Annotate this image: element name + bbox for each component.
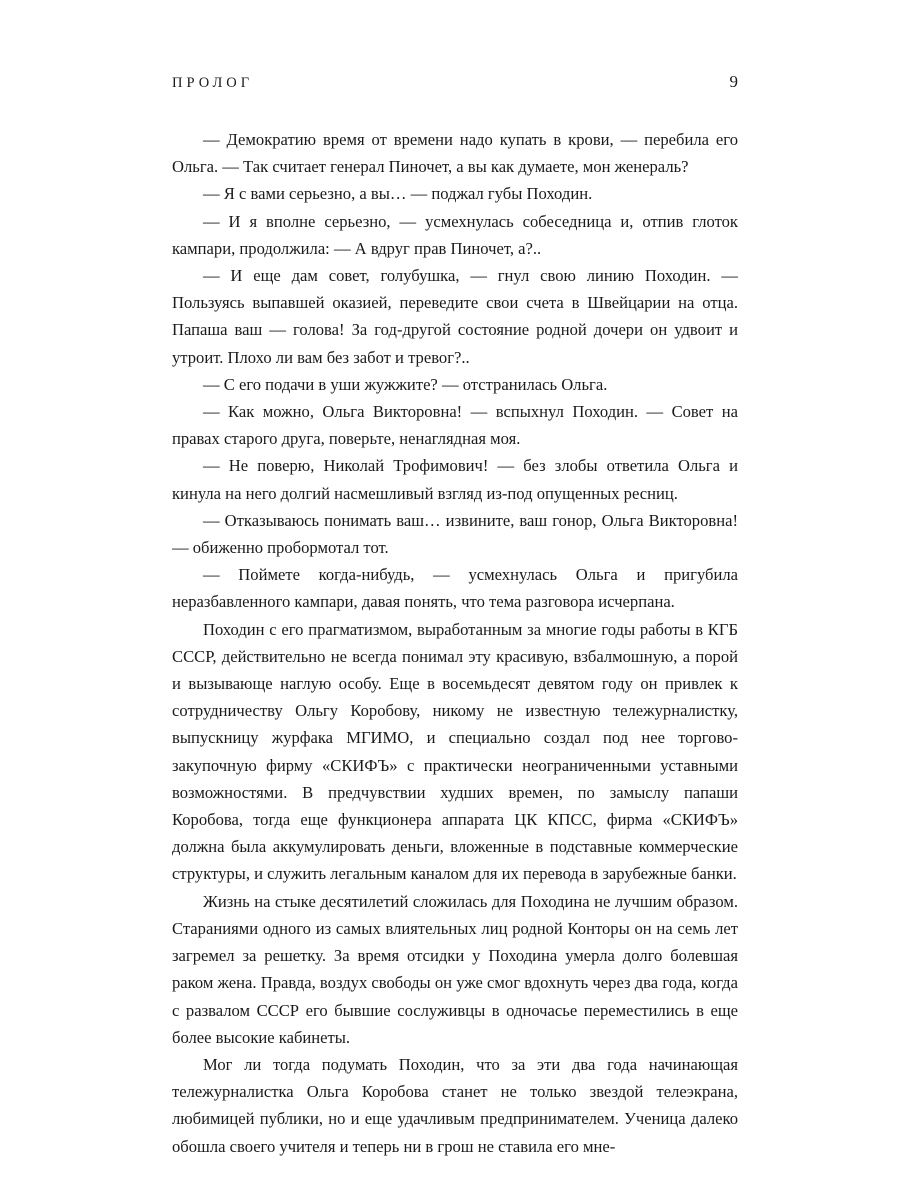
paragraph: — Как можно, Ольга Викторовна! — вспыхнул Походин. — Совет на правах старого друга, поверьте, ненаглядная моя. [172, 402, 738, 449]
paragraph: — И я вполне серьезно, — усмехнулась собеседница и, отпив глоток кампари, продолжила: — А вдруг прав Пиночет, а?.. [172, 211, 738, 258]
paragraph: Жизнь на стыке десятилетий сложилась для Походина не лучшим образом. Стараниями одного из самых влиятельных лиц родной Конторы он на семь лет загремел за решетку. За время отсидки у Походина умерла долго болевшая раком жена. Правда, воздух свободы он уже смог вдохнуть через два года, когда с развалом СССР его бывшие сослуживцы в одночасье переместились в еще более высокие кабинеты. [172, 891, 738, 1047]
paragraph: Мог ли тогда подумать Походин, что за эти два года начинающая тележурналистка Ольга Коробова станет не только звездой телеэкрана, любимицей публики, но и еще удачливым предпринимателем. Ученица далеко обошла своего учителя и теперь ни в грош не ставила его мне- [172, 1054, 738, 1156]
paragraph: — Отказываюсь понимать ваш… извините, ваш гонор, Ольга Викторовна! — обиженно пробормотал тот. [172, 510, 738, 558]
paragraph: — Поймете когда-нибудь, — усмехнулась Ольга и пригубила неразбавленного кампари, давая понять, что тема разговора исчерпана. [172, 565, 738, 612]
body-text [172, 126, 738, 1160]
paragraph: — Не поверю, Николай Трофимович! — без злобы ответила Ольга и кинула на него долгий насмешливый взгляд из-под опущенных ресниц. [172, 456, 738, 503]
running-header [172, 72, 738, 98]
paragraph: — С его подачи в уши жужжите? — отстранилась Ольга. [203, 374, 608, 394]
paragraph: — И еще дам совет, голубушка, — гнул свою линию Походин. — Пользуясь выпавшей оказией, переведите свои счета в Швейцарии на отца. Папаша ваш — голова! За год-другой состояние родной дочери он удвоит и утроит. Плохо ли вам без забот и тревог?.. [172, 266, 738, 367]
page-number: 9 [729, 72, 738, 91]
section-title: ПРОЛОГ [172, 75, 254, 91]
paragraph: — Демократию время от времени надо купать в крови, — перебила его Ольга. — Так считает генерал Пиночет, а вы как думаете, мон женераль? [172, 130, 738, 177]
paragraph: Походин с его прагматизмом, выработанным за многие годы работы в КГБ СССР, действительно не всегда понимал эту красивую, взбалмошную, а порой и вызывающе наглую особу. Еще в восемьдесят девятом году он привлек к сотрудничеству Ольгу Коробову, никому не известную тележурналистку, выпускницу журфака МГИМО, и специально создал под нее торгово-закупочную фирму «СКИФЪ» с практически неограниченными уставными возможностями. В предчувствии худших времен, по замыслу папаши Коробова, тогда еще функционера аппарата ЦК КПСС, фирма «СКИФЪ» должна была аккумулировать деньги, вложенные в подставные коммерческие структуры, и служить легальным каналом для их перевода в зарубежные банки. [172, 619, 738, 884]
paragraph: — Я с вами серьезно, а вы… — поджал губы Походин. [203, 184, 593, 204]
